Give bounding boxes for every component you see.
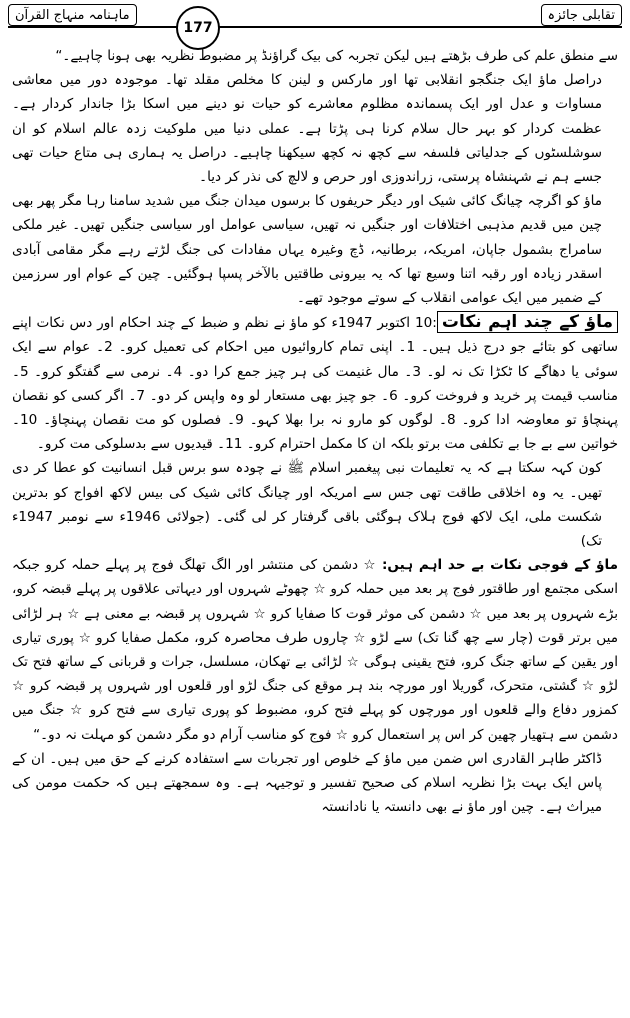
military-text: ☆ دشمن کی منتشر اور الگ تھلگ فوج پر پہلے حملہ کرو جبکہ اسکی مجتمع اور طاقتور فوج پر بعد میں حملہ کرو ☆ چھوٹے شہروں اور دیہاتی علاقوں پر پہلے قبضہ کرو، بڑے شہروں پر بعد میں ☆ دشمن کی موثر قوت کا صفایا کرو ☆ شہروں پر قبضہ بے معنی ہے ☆ ہر لڑائی میں برتر قوت (چار سے چھ گنا تک) سے لڑو ☆ چاروں طرف محاصرہ کرو، مکمل صفایا کرو ☆ پوری تیاری اور یقین کے ساتھ جنگ کرو، فتح یقینی ہوگی ☆ لڑائی بے تھکان، مسلسل، جرات و قربانی کے ساتھ فتح تک لڑو ☆ گشتی، متحرک، گوریلا اور مورچہ بند ہر موقع کی جنگ لڑو اور قلعوں اور شہروں پر قبضہ کرو ☆ کمزور دفاع والے قلعوں اور مورچوں کو پہلے فتح کرو، مضبوط کو پوری تیاری سے فتح کرو ☆ جنگ میں دشمن سے ہتھیار چھین کر اس پر استعمال کرو ☆ فوج کو مناسب آرام دو مگر دشمن کو مہلت نہ دو۔“ bbox=[12, 557, 618, 743]
paragraph-2: دراصل ماؤ ایک جنگجو انقلابی تھا اور مارکس و لینن کا مخلص مقلد تھا۔ موجودہ دور میں معاشی مساوات و عدل اور ایک پسماندہ مظلوم معاشرے کو حیات نو دینے میں اسکا بڑا جاندار کردار ہے۔ عظمت کردار کو بہر حال سلام کرنا ہی پڑتا ہے۔ عملی دنیا میں ملوکیت زدہ عالم اسلام کو ان سوشلسٹوں کے جدلیاتی فلسفہ سے کچھ نہ کچھ سیکھنا چاہیے۔ دراصل یہ ہماری ہی متاع حیات تھی جسے ہم نے شہنشاہ پرستی، زراندوزی اور حرص و لالچ کی نذر کر دیا۔ bbox=[12, 72, 602, 186]
page-header bbox=[8, 4, 622, 34]
magazine-title: ماہنامہ منہاج القرآن bbox=[8, 4, 137, 26]
closing-paragraph: ڈاکٹر طاہر القادری اس ضمن میں ماؤ کے خلوص اور تجربات سے استفادہ کرنے کے حق میں ہیں۔ ان کے پاس ایک بہت بڑا نظریہ اسلام کی صحیح تفسیر و توجیہہ ہے۔ وہ سمجھتے ہیں کہ حکمت مومن کی میراث ہے۔ چین اور ماؤ نے بھی دانستہ یا نادانستہ bbox=[12, 750, 602, 816]
paragraph-1: سے منطق علم کی طرف بڑھتے ہیں لیکن تجربہ کی بیک گراؤنڈ پر مضبوط نظریہ بھی ہونا چاہیے۔“ bbox=[55, 48, 618, 64]
points-heading: ماؤ کے چند اہم نکات bbox=[437, 311, 618, 333]
paragraph-after-points: کون کہہ سکتا ہے کہ یہ تعلیمات نبی پیغمبر اسلام ﷺ نے چودہ سو برس قبل انسانیت کو عطا کر دی تھیں۔ یہ وہ اخلاقی طاقت تھی جس سے امریکہ اور چیانگ کائی شیک کی بیس لاکھ افواج کو بدترین شکست ملی، ایک لاکھ فوج ہلاک ہوگئی باقی گرفتار کر لی گئی۔ (جولائی 1946ء سے نومبر 1947ء تک) bbox=[12, 460, 602, 550]
military-paragraph bbox=[12, 553, 618, 747]
article-body bbox=[12, 44, 618, 1012]
paragraph-3: ماؤ کو اگرچہ چیانگ کائی شیک اور دیگر حریفوں کا برسوں میدان جنگ میں شدید سامنا رہا مگر پھر بھی چین میں قدیم مذہبی اختلافات اور جنگیں نہ تھیں، سیاسی عوامل اور سیاسی جنگیں تھیں۔ غیر ملکی سامراج بشمول جاپان، امریکہ، برطانیہ، ڈچ وغیرہ یہاں مفادات کی جنگ لڑتے رہے مگر مقامی آبادی اسقدر زیادہ اور رقبہ اتنا وسیع تھا کہ یہ بیرونی طاقتیں بالآخر پسپا ہوگئیں۔ چین کے عوام اور سرزمین کے ضمیر میں ایک عوامی انقلاب کے سوتے موجود تھے۔ bbox=[12, 193, 602, 307]
points-paragraph bbox=[12, 310, 618, 456]
points-text: :10 اکتوبر 1947ء کو ماؤ نے نظم و ضبط کے چند احکام اور دس نکات اپنے ساتھی کو بتائے جو درج ذیل ہیں۔ 1۔ اپنی تمام کاروائیوں میں احکام کی تعمیل کرو۔ 2۔ عوام سے ایک سوئی یا دھاگے کا ٹکڑا تک نہ لو۔ 3۔ مال غنیمت کی ہر چیز جمع کرا دو۔ 4۔ نرمی سے گفتگو کرو۔ 5۔ مناسب قیمت پر خرید و فروخت کرو۔ 6۔ جو چیز بھی مستعار لو وہ واپس کر دو۔ 7۔ اگر کسی کو نقصان پہنچاؤ تو معاوضہ ادا کرو۔ 8۔ لوگوں کو مارو نہ برا بھلا کہو۔ 9۔ فصلوں کو مت نقصان پہنچاؤ۔ 10۔ خواتین سے بے جا بے تکلفی مت برتو بلکہ ان کا مکمل احترام کرو۔ 11۔ قیدیوں سے بدسلوکی مت کرو۔ bbox=[12, 315, 618, 453]
military-heading: ماؤ کے فوجی نکات بے حد اہم ہیں: bbox=[381, 557, 618, 574]
page-number: 177 bbox=[176, 6, 220, 50]
section-title: تقابلی جائزہ bbox=[541, 4, 622, 26]
